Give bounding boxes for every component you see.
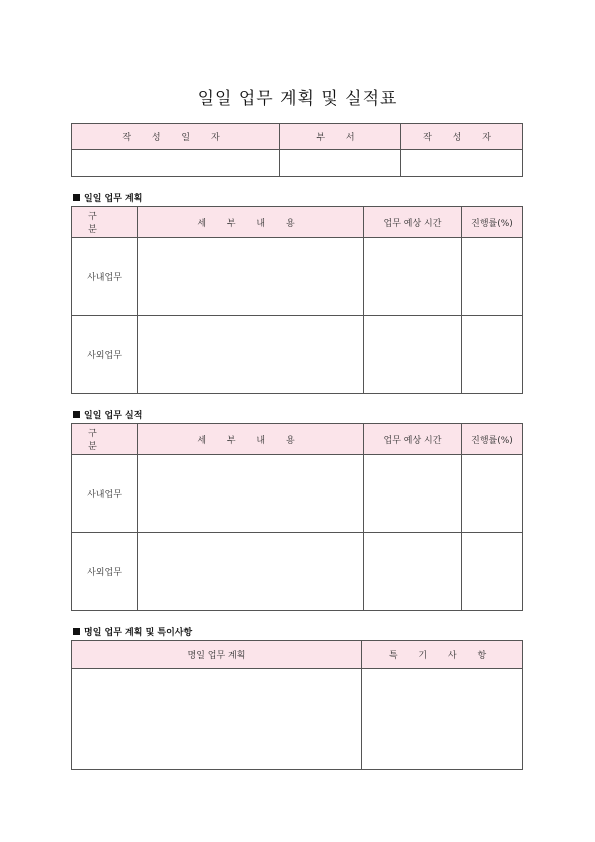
author-label: 작 성 자 xyxy=(401,124,523,150)
category-header: 구 분 xyxy=(72,207,138,238)
tomorrow-plan-header: 명일 업무 계획 xyxy=(72,641,362,669)
time-header: 업무 예상 시간 xyxy=(364,424,462,455)
progress-header: 진행률(%) xyxy=(462,424,523,455)
square-bullet-icon xyxy=(73,194,80,201)
plan-section-heading: 일일 업무 계획 xyxy=(73,191,142,204)
tomorrow-plan-field[interactable] xyxy=(72,669,362,770)
dept-label: 부 서 xyxy=(280,124,401,150)
internal-progress-field[interactable] xyxy=(462,455,523,533)
external-time-field[interactable] xyxy=(364,316,462,394)
external-progress-field[interactable] xyxy=(462,533,523,611)
date-field[interactable] xyxy=(72,150,280,177)
date-label: 작 성 일 자 xyxy=(72,124,280,150)
square-bullet-icon xyxy=(73,411,80,418)
author-info-table xyxy=(71,123,523,177)
dept-field[interactable] xyxy=(280,150,401,177)
category-header: 구 분 xyxy=(72,424,138,455)
external-work-label: 사외업무 xyxy=(72,533,138,611)
tomorrow-section-heading: 명일 업무 계획 및 특이사항 xyxy=(73,625,192,638)
internal-detail-field[interactable] xyxy=(138,238,364,316)
external-time-field[interactable] xyxy=(364,533,462,611)
square-bullet-icon xyxy=(73,628,80,635)
internal-detail-field[interactable] xyxy=(138,455,364,533)
notes-header: 특 기 사 항 xyxy=(362,641,523,669)
notes-field[interactable] xyxy=(362,669,523,770)
daily-result-table xyxy=(71,423,523,611)
time-header: 업무 예상 시간 xyxy=(364,207,462,238)
progress-header: 진행률(%) xyxy=(462,207,523,238)
page-title: 일일 업무 계획 및 실적표 xyxy=(197,89,398,109)
internal-time-field[interactable] xyxy=(364,238,462,316)
tomorrow-plan-table xyxy=(71,640,523,770)
internal-work-label: 사내업무 xyxy=(72,455,138,533)
result-section-heading: 일일 업무 실적 xyxy=(73,408,142,421)
external-detail-field[interactable] xyxy=(138,316,364,394)
detail-header: 세 부 내 용 xyxy=(138,207,364,238)
internal-progress-field[interactable] xyxy=(462,238,523,316)
external-work-label: 사외업무 xyxy=(72,316,138,394)
internal-work-label: 사내업무 xyxy=(72,238,138,316)
author-field[interactable] xyxy=(401,150,523,177)
external-detail-field[interactable] xyxy=(138,533,364,611)
external-progress-field[interactable] xyxy=(462,316,523,394)
detail-header: 세 부 내 용 xyxy=(138,424,364,455)
internal-time-field[interactable] xyxy=(364,455,462,533)
daily-plan-table xyxy=(71,206,523,394)
